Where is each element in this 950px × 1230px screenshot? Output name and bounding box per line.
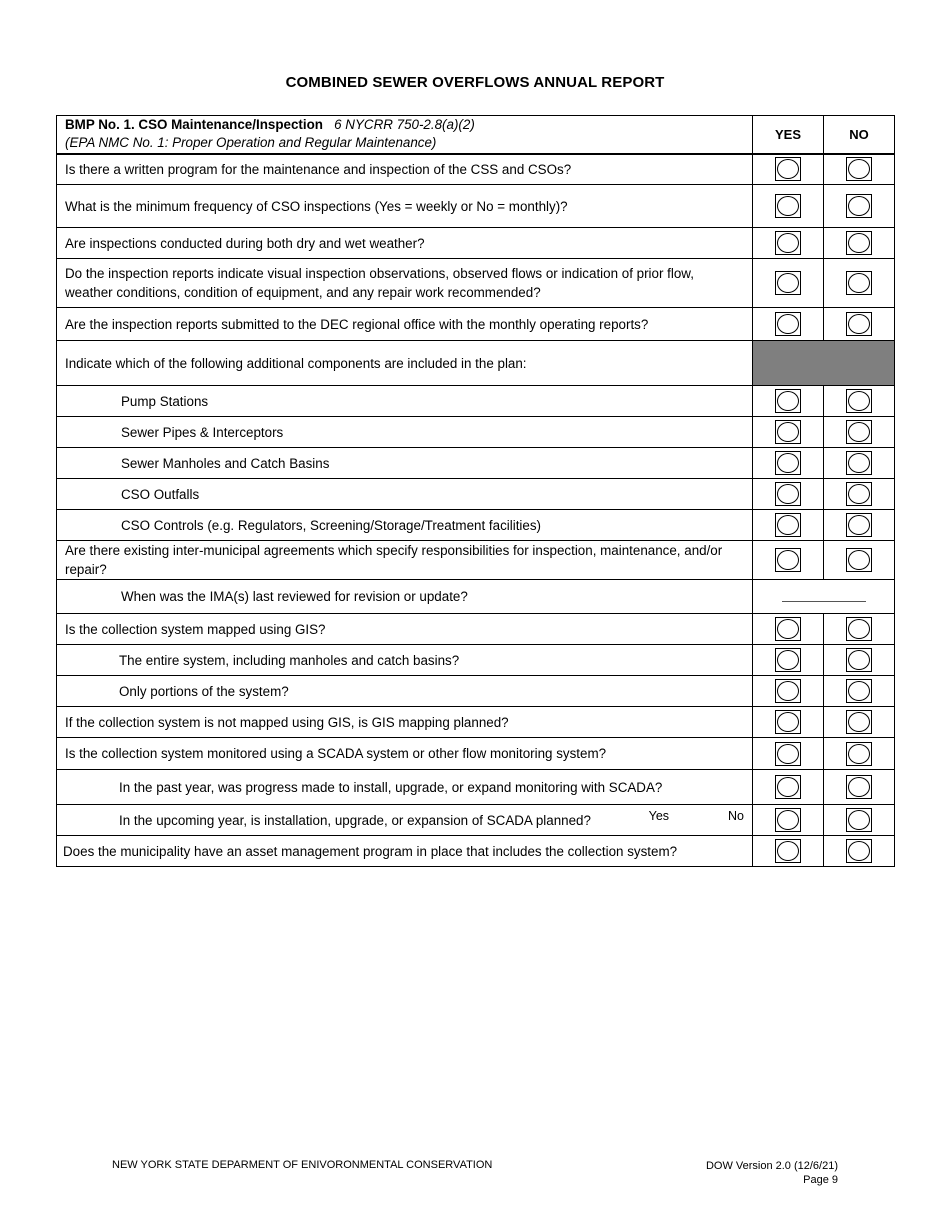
yes-radio-dry-wet-weather[interactable] <box>775 231 801 255</box>
yes-radio-asset-management[interactable] <box>775 839 801 863</box>
table-row <box>57 154 895 185</box>
table-row <box>57 510 895 541</box>
table-row <box>57 228 895 259</box>
no-radio-sewer-pipes[interactable] <box>846 420 872 444</box>
component-sewer-pipes: Sewer Pipes & Interceptors <box>57 417 753 448</box>
no-radio-gis-planned[interactable] <box>846 710 872 734</box>
no-radio-gis-portions[interactable] <box>846 679 872 703</box>
no-radio-scada-monitored[interactable] <box>846 742 872 766</box>
yes-radio-gis-portions[interactable] <box>775 679 801 703</box>
yes-radio-gis-planned[interactable] <box>775 710 801 734</box>
document-title: COMBINED SEWER OVERFLOWS ANNUAL REPORT <box>285 74 665 91</box>
cso-maintenance-table <box>56 115 895 867</box>
no-radio-scada-past-year[interactable] <box>846 775 872 799</box>
table-row <box>57 448 895 479</box>
scada-upcoming-yes-no-hint <box>649 807 744 826</box>
component-cso-controls: CSO Controls (e.g. Regulators, Screening/Storage/Treatment facilities) <box>57 510 753 541</box>
footer-page-number: Page 9 <box>803 1174 838 1186</box>
no-radio-cso-controls[interactable] <box>846 513 872 537</box>
question-scada-monitored: Is the collection system monitored using a SCADA system or other flow monitoring system? <box>57 738 753 770</box>
table-row <box>57 386 895 417</box>
component-manholes-catch-basins: Sewer Manholes and Catch Basins <box>57 448 753 479</box>
yes-radio-reports-submitted[interactable] <box>775 312 801 336</box>
no-column-header: NO <box>824 116 895 154</box>
ima-review-date-cell <box>753 580 895 614</box>
question-ima-last-reviewed: When was the IMA(s) last reviewed for revision or update? <box>57 580 753 614</box>
no-radio-written-program[interactable] <box>846 157 872 181</box>
component-pump-stations: Pump Stations <box>57 386 753 417</box>
component-cso-outfalls: CSO Outfalls <box>57 479 753 510</box>
table-row <box>57 541 895 580</box>
question-inspection-reports-content: Do the inspection reports indicate visual inspection observations, observed flows or indication of prior flow, weather conditions, condition of equipment, and any repair work recommended? <box>57 259 753 308</box>
table-row <box>57 738 895 770</box>
question-reports-submitted: Are the inspection reports submitted to the DEC regional office with the monthly operating reports? <box>57 308 753 341</box>
question-dry-wet-weather: Are inspections conducted during both dry and wet weather? <box>57 228 753 259</box>
yes-radio-cso-controls[interactable] <box>775 513 801 537</box>
yes-radio-written-program[interactable] <box>775 157 801 181</box>
yes-radio-inspection-frequency[interactable] <box>775 194 801 218</box>
table-header-row <box>57 116 895 154</box>
no-radio-inspection-frequency[interactable] <box>846 194 872 218</box>
no-radio-gis-mapped[interactable] <box>846 617 872 641</box>
yes-column-header: YES <box>753 116 824 154</box>
question-inspection-frequency: What is the minimum frequency of CSO inspections (Yes = weekly or No = monthly)? <box>57 185 753 228</box>
yes-radio-gis-entire-system[interactable] <box>775 648 801 672</box>
question-additional-components: Indicate which of the following additional components are included in the plan: <box>57 341 753 386</box>
table-row <box>57 417 895 448</box>
table-row <box>57 479 895 510</box>
yes-radio-scada-past-year[interactable] <box>775 775 801 799</box>
ima-review-date-field[interactable] <box>782 587 866 602</box>
yes-radio-scada-monitored[interactable] <box>775 742 801 766</box>
question-scada-upcoming-cell <box>57 805 753 836</box>
question-scada-upcoming: In the upcoming year, is installation, upgrade, or expansion of SCADA planned? <box>119 812 591 828</box>
scada-upcoming-yes-hint: Yes <box>648 808 670 823</box>
bmp-label: BMP No. 1. CSO Maintenance/Inspection <box>65 117 323 133</box>
yes-radio-inspection-reports-content[interactable] <box>775 271 801 295</box>
question-gis-portions: Only portions of the system? <box>57 676 753 707</box>
table-row <box>57 805 895 836</box>
yes-radio-cso-outfalls[interactable] <box>775 482 801 506</box>
yes-radio-manholes-catch-basins[interactable] <box>775 451 801 475</box>
no-radio-inspection-reports-content[interactable] <box>846 271 872 295</box>
bmp-header-cell <box>57 116 753 154</box>
shaded-cell <box>753 341 895 386</box>
table-row <box>57 341 895 386</box>
yes-radio-pump-stations[interactable] <box>775 389 801 413</box>
footer-version-block <box>706 1159 838 1187</box>
table-row <box>57 614 895 645</box>
no-radio-inter-municipal-agreements[interactable] <box>846 548 872 572</box>
no-radio-reports-submitted[interactable] <box>846 312 872 336</box>
no-radio-cso-outfalls[interactable] <box>846 482 872 506</box>
question-asset-management: Does the municipality have an asset management program in place that includes the collection system? <box>57 836 753 867</box>
table-row <box>57 676 895 707</box>
no-radio-manholes-catch-basins[interactable] <box>846 451 872 475</box>
question-gis-entire-system: The entire system, including manholes and catch basins? <box>57 645 753 676</box>
question-scada-past-year: In the past year, was progress made to install, upgrade, or expand monitoring with SCADA? <box>57 770 753 805</box>
table-row <box>57 645 895 676</box>
no-radio-asset-management[interactable] <box>846 839 872 863</box>
yes-radio-inter-municipal-agreements[interactable] <box>775 548 801 572</box>
table-row <box>57 707 895 738</box>
table-row <box>57 770 895 805</box>
scada-upcoming-no-hint: No <box>728 808 744 823</box>
question-written-program: Is there a written program for the maintenance and inspection of the CSS and CSOs? <box>57 154 753 185</box>
question-inter-municipal-agreements: Are there existing inter-municipal agreements which specify responsibilities for inspection, maintenance, and/or repair? <box>57 541 753 580</box>
no-radio-gis-entire-system[interactable] <box>846 648 872 672</box>
table-row <box>57 308 895 341</box>
yes-radio-sewer-pipes[interactable] <box>775 420 801 444</box>
no-radio-pump-stations[interactable] <box>846 389 872 413</box>
no-radio-scada-upcoming[interactable] <box>846 808 872 832</box>
yes-radio-gis-mapped[interactable] <box>775 617 801 641</box>
regulation-citation: 6 NYCRR 750-2.8(a)(2) <box>334 117 475 133</box>
table-row <box>57 580 895 614</box>
no-radio-dry-wet-weather[interactable] <box>846 231 872 255</box>
table-row <box>57 836 895 867</box>
epa-note: (EPA NMC No. 1: Proper Operation and Regular Maintenance) <box>65 135 437 151</box>
table-row <box>57 259 895 308</box>
question-gis-planned: If the collection system is not mapped using GIS, is GIS mapping planned? <box>57 707 753 738</box>
table-row <box>57 185 895 228</box>
yes-radio-scada-upcoming[interactable] <box>775 808 801 832</box>
question-gis-mapped: Is the collection system mapped using GIS? <box>57 614 753 645</box>
footer-agency: NEW YORK STATE DEPARMENT OF ENIVORONMENTAL CONSERVATION <box>112 1159 493 1171</box>
footer-version: DOW Version 2.0 (12/6/21) <box>705 1160 838 1172</box>
